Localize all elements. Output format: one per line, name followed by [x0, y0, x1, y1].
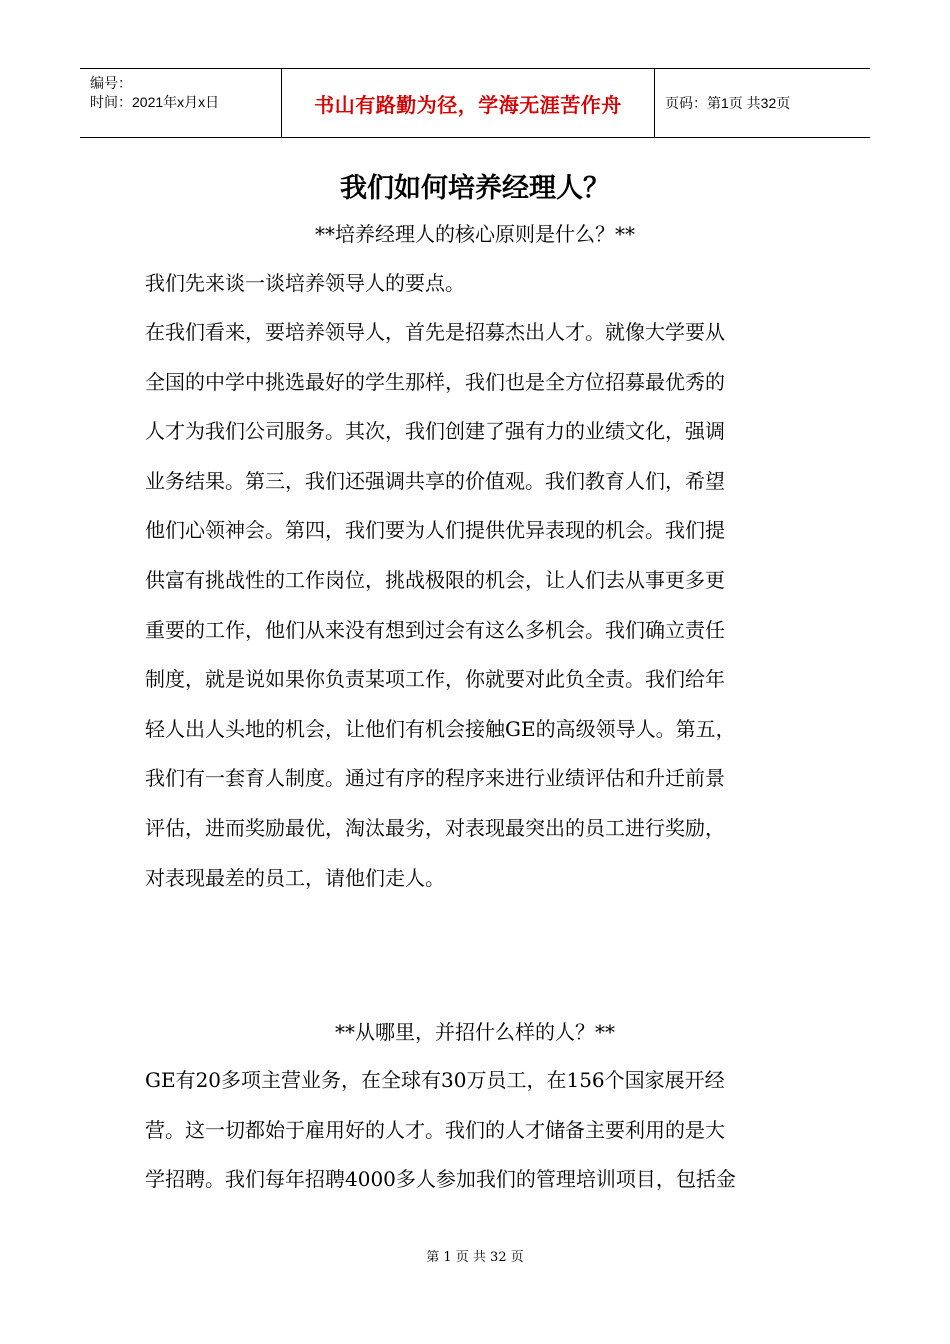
section2-heading: **从哪里，并招什么样的人？**	[335, 1020, 615, 1044]
header-page-info: 页码：第1页 共32页	[665, 95, 791, 111]
number-label: 编号：	[90, 75, 132, 91]
section2-paragraph	[145, 1056, 815, 1205]
section1-intro	[145, 259, 815, 309]
paragraph-line: 供富有挑战性的工作岗位，挑战极限的机会，让人们去从事更多更	[145, 567, 725, 592]
paragraph-line: 轻人出人头地的机会，让他们有机会接触GE的高级领导人。第五，	[145, 716, 736, 741]
paragraph-line: 在我们看来，要培养领导人，首先是招募杰出人才。就像大学要从	[145, 320, 725, 344]
document-title: 我们如何培养经理人？	[340, 173, 610, 204]
paragraph-line: 全国的中学中挑选最好的学生那样，我们也是全方位招募最优秀的	[145, 369, 725, 394]
paragraph-line: 他们心领神会。第四，我们要为人们提供优异表现的机会。我们提	[145, 518, 725, 543]
section1-paragraph	[145, 308, 815, 903]
header-table	[80, 68, 870, 138]
paragraph-line: 评估，进而奖励最优，淘汰最劣，对表现最突出的员工进行奖励，	[145, 815, 725, 840]
paragraph-line: 我们有一套育人制度。通过有序的程序来进行业绩评估和升迁前景	[145, 766, 725, 791]
page-footer: 第 1 页 共 32 页	[426, 1250, 524, 1265]
paragraph-line: GE有20多项主营业务，在全球有30万员工，在156个国家展开经	[145, 1068, 725, 1092]
paragraph-line: 对表现最差的员工，请他们走人。	[145, 865, 445, 890]
paragraph-line: 业务结果。第三，我们还强调共享的价值观。我们教育人们，希望	[145, 468, 725, 493]
header-motto: 书山有路勤为径，学海无涯苦作舟	[282, 69, 655, 137]
paragraph-line: 我们先来谈一谈培养领导人的要点。	[145, 271, 465, 295]
paragraph-line: 学招聘。我们每年招聘4000多人参加我们的管理培训项目，包括金	[145, 1167, 736, 1192]
paragraph-line: 营。这一切都始于雇用好的人才。我们的人才储备主要利用的是大	[145, 1117, 725, 1142]
time-label: 时间：2021年x月x日	[90, 94, 220, 110]
paragraph-line: 制度，就是说如果你负责某项工作，你就要对此负全责。我们给年	[145, 667, 725, 692]
paragraph-line: 重要的工作，他们从来没有想到过会有这么多机会。我们确立责任	[145, 617, 725, 642]
paragraph-line: 人才为我们公司服务。其次，我们创建了强有力的业绩文化，强调	[145, 419, 725, 444]
section1-heading: **培养经理人的核心原则是什么？**	[315, 222, 635, 246]
header-meta-cell	[80, 69, 282, 137]
